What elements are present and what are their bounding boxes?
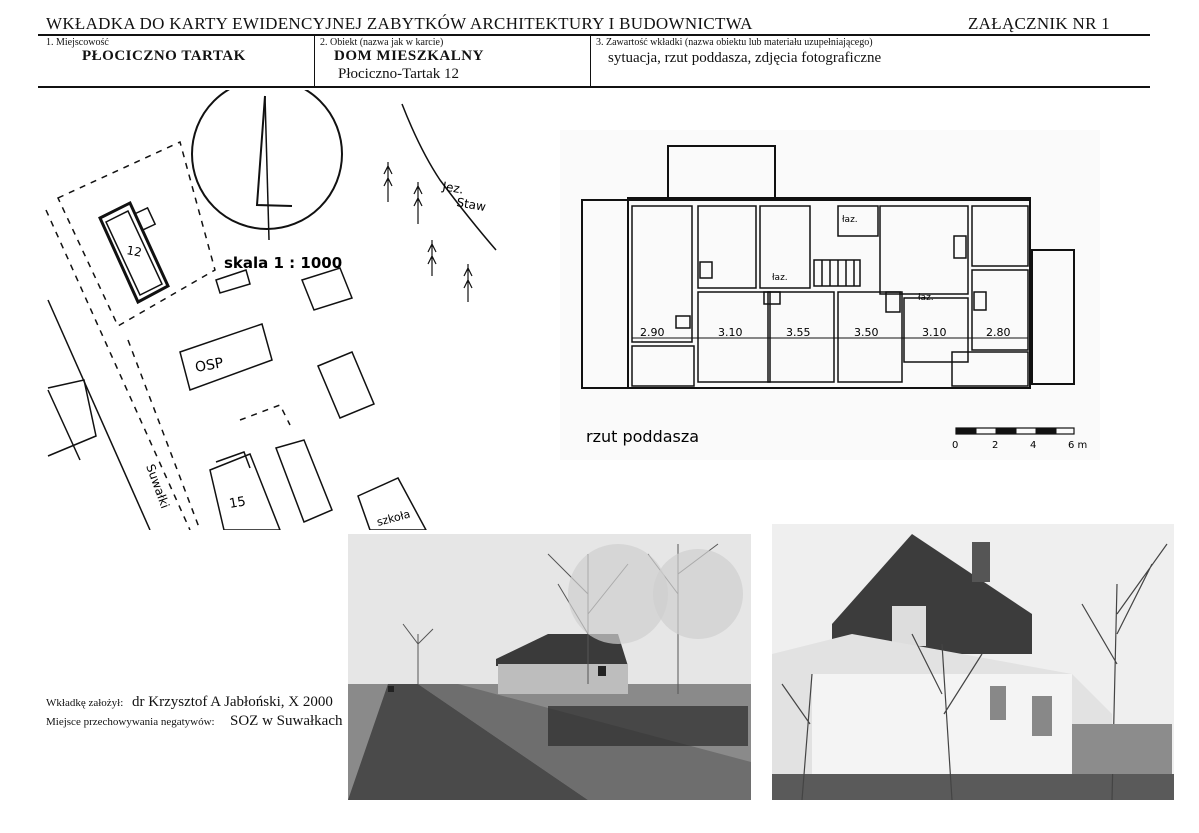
building-12-label: 12 (125, 243, 143, 260)
pond-label-2: Staw (455, 195, 487, 215)
dim-2: 3.10 (718, 326, 743, 339)
photo-house (772, 524, 1174, 800)
locality-value: PŁOCICZNO TARTAK (82, 48, 246, 64)
bathroom-label-1: łaz. (842, 215, 858, 225)
bathroom-label-2: łaz. (772, 273, 788, 283)
header-rule-bottom (38, 86, 1150, 88)
street-label: Suwałki (143, 462, 173, 511)
locality-label: 1. Miejscowość (46, 37, 109, 48)
scale-tick-2: 2 (992, 440, 999, 451)
header-rule-top (38, 34, 1150, 36)
scale-tick-4: 4 (1030, 440, 1037, 451)
contents-label: 3. Zawartość wkładki (nazwa obiektu lub materiału uzupełniającego) (596, 37, 873, 48)
dim-4: 3.50 (854, 326, 879, 339)
founder-label: Wkładkę założył: (46, 697, 124, 709)
bathroom-label-3: łaz. (918, 293, 934, 303)
site-scale: skala 1 : 1000 (224, 254, 343, 272)
annex-number: ZAŁĄCZNIK NR 1 (968, 14, 1111, 33)
object-label: 2. Obiekt (nazwa jak w karcie) (320, 37, 444, 48)
dim-6: 2.80 (986, 326, 1011, 339)
object-address: Płociczno-Tartak 12 (338, 66, 459, 82)
storage-label: Miejsce przechowywania negatywów: (46, 716, 215, 728)
school-label: szkoła (375, 507, 412, 529)
dim-3: 3.55 (786, 326, 811, 339)
field-divider-2 (590, 35, 591, 86)
storage-value: SOZ w Suwałkach (230, 713, 343, 729)
north-arrow-icon (192, 90, 342, 240)
field-divider-1 (314, 35, 315, 86)
photo-street-view (348, 534, 751, 800)
scale-tick-6: 6 m (1068, 440, 1088, 451)
floor-plan-caption: rzut poddasza (586, 427, 700, 446)
pond-label-1: Jez. (441, 179, 465, 197)
site-plan (40, 90, 500, 530)
floor-scale-bar (956, 428, 1074, 434)
object-value: DOM MIESZKALNY (334, 48, 484, 64)
document-title: WKŁADKA DO KARTY EWIDENCYJNEJ ZABYTKÓW ARCHITEKTURY I BUDOWNICTWA (46, 14, 753, 33)
scale-tick-0: 0 (952, 440, 959, 451)
floor-plan (560, 130, 1100, 460)
building-15-label: 15 (228, 494, 247, 512)
dim-1: 2.90 (640, 326, 665, 339)
dim-5: 3.10 (922, 326, 947, 339)
contents-value: sytuacja, rzut poddasza, zdjęcia fotograficzne (608, 50, 882, 66)
founder-value: dr Krzysztof A Jabłoński, X 2000 (132, 694, 333, 710)
osp-label: OSP (193, 355, 225, 376)
